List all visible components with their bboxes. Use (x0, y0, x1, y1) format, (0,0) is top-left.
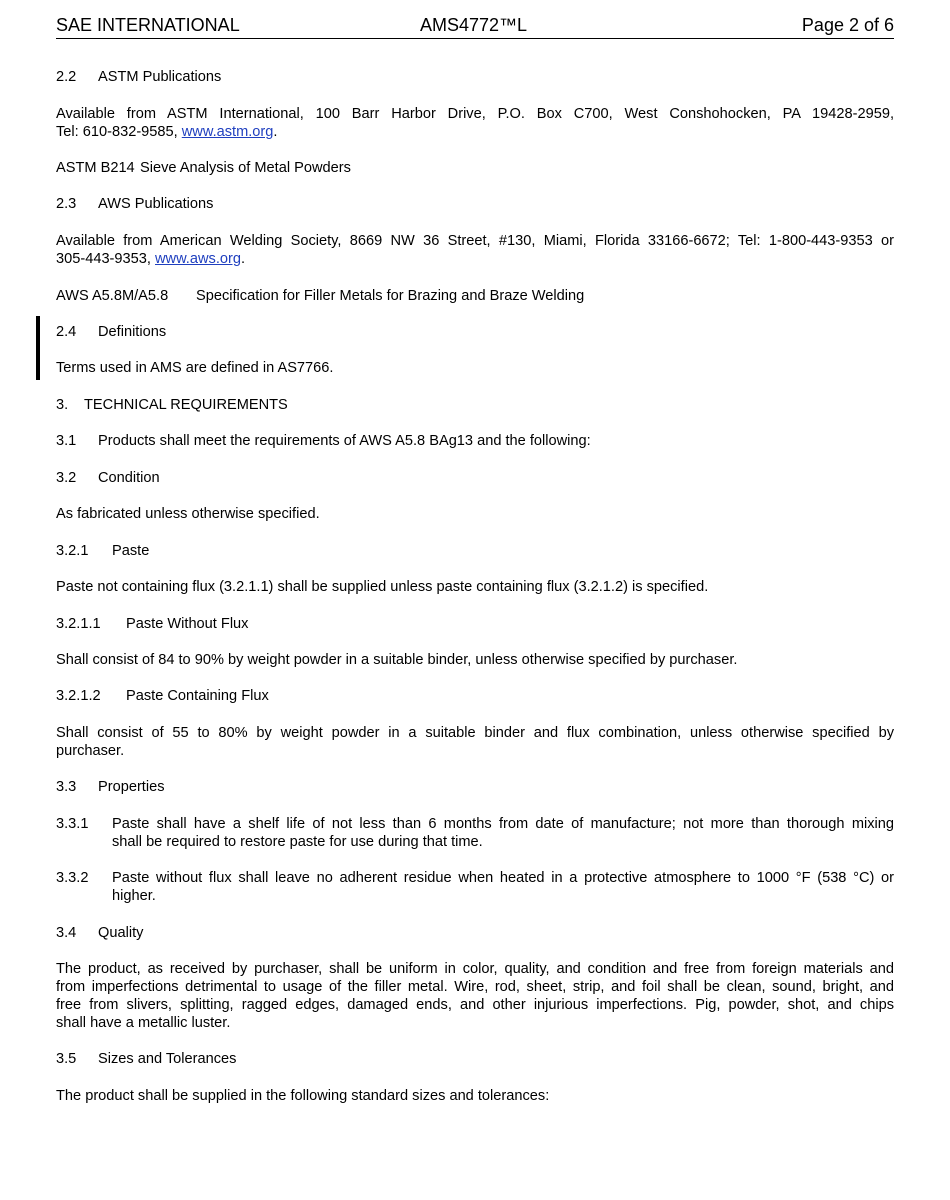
section-2-3-heading (56, 196, 894, 214)
section-title: Sizes and Tolerances (98, 1051, 237, 1067)
section-3-2-1-heading (56, 543, 894, 561)
section-number: 3.3.2 (56, 870, 89, 886)
section-number: 2.2 (56, 69, 77, 85)
period: . (273, 124, 278, 140)
section-number: 3.2.1.2 (56, 688, 101, 704)
section-3-3-2-line-1 (56, 870, 894, 888)
astm-reference (56, 160, 894, 178)
section-number: 2.4 (56, 324, 77, 340)
sizes-text: The product shall be supplied in the following standard sizes and tolerances: (56, 1088, 550, 1104)
section-3-1 (56, 433, 894, 451)
section-3-2-1-1-heading (56, 616, 894, 634)
section-3-3-heading (56, 779, 894, 797)
section-title: Quality (98, 925, 144, 941)
reference-title: Specification for Filler Metals for Brazing and Braze Welding (196, 288, 585, 304)
section-title: Condition (98, 470, 160, 486)
header-page-number: Page 2 of 6 (801, 15, 894, 35)
astm-availability-line-2 (56, 124, 894, 142)
header-document-number: AMS4772™L (420, 15, 528, 35)
section-text: Products shall meet the requirements of AWS A5.8 BAg13 and the following: (98, 433, 591, 449)
section-2-4-heading (56, 324, 894, 342)
section-title: Definitions (98, 324, 167, 340)
aws-availability-line-2 (56, 251, 894, 269)
astm-tel: Tel: 610-832-9585, (56, 124, 182, 140)
section-title: Paste Without Flux (126, 616, 249, 632)
section-3-2-1-2-heading (56, 688, 894, 706)
astm-availability-line-1: Available from ASTM International, 100 Barr Harbor Drive, P.O. Box C700, West Conshohocken, PA 19428-2959, (56, 106, 894, 122)
aws-tel: 305-443-9353, (56, 251, 155, 267)
reference-code: ASTM B214 (56, 160, 135, 176)
section-title: Paste (112, 543, 150, 559)
section-number: 3. (56, 397, 69, 413)
section-2-2-heading (56, 69, 894, 87)
aws-availability-line-1: Available from American Welding Society, 8669 NW 36 Street, #130, Miami, Florida 33166-6672; Tel: 1-800-443-9353 or (56, 233, 894, 249)
revision-bar (36, 316, 40, 380)
paste-containing-flux-line-2: purchaser. (56, 743, 125, 759)
paste-text: Paste not containing flux (3.2.1.1) shall be supplied unless paste containing flux (3.2.1.2) is specified. (56, 579, 709, 595)
document-page (56, 0, 894, 1200)
section-number: 3.3.1 (56, 816, 89, 832)
section-3-3-1-line-2: shall be required to restore paste for use during that time. (112, 834, 483, 850)
section-title: Properties (98, 779, 165, 795)
section-number: 2.3 (56, 196, 77, 212)
section-number: 3.1 (56, 433, 77, 449)
section-3-4-heading (56, 925, 894, 943)
header-organization: SAE INTERNATIONAL (56, 15, 240, 35)
section-3-2-heading (56, 470, 894, 488)
section-number: 3.4 (56, 925, 77, 941)
section-3-3-1-line-1 (56, 816, 894, 834)
section-3-3-2-line-2: higher. (112, 888, 156, 904)
section-3-5-heading (56, 1051, 894, 1069)
reference-code: AWS A5.8M/A5.8 (56, 288, 169, 304)
section-number: 3.3 (56, 779, 77, 795)
paste-without-flux-text: Shall consist of 84 to 90% by weight powder in a suitable binder, unless otherwise specified by purchaser. (56, 652, 738, 668)
section-number: 3.5 (56, 1051, 77, 1067)
section-number: 3.2.1 (56, 543, 89, 559)
definitions-text: Terms used in AMS are defined in AS7766. (56, 360, 334, 376)
reference-title: Sieve Analysis of Metal Powders (140, 160, 351, 176)
quality-line-2: from imperfections detrimental to usage of the filler metal. Wire, rod, sheet, strip, and foil shall be clean, sound, bright, and (56, 979, 894, 995)
quality-line-4: shall have a metallic luster. (56, 1015, 231, 1031)
condition-text: As fabricated unless otherwise specified. (56, 506, 320, 522)
section-text: Paste shall have a shelf life of not less than 6 months from date of manufacture; not more than thorough mixing (112, 816, 894, 832)
period: . (240, 251, 246, 267)
page-header (56, 14, 894, 39)
paste-containing-flux-line-1: Shall consist of 55 to 80% by weight powder in a suitable binder and flux combination, unless otherwise specified by (56, 725, 894, 741)
quality-line-1: The product, as received by purchaser, shall be uniform in color, quality, and condition and free from foreign materials and (56, 961, 894, 977)
section-title: TECHNICAL REQUIREMENTS (84, 397, 288, 413)
quality-line-3: free from slivers, splitting, ragged edges, damaged ends, and other injurious imperfections. Pig, powder, shot, and chips (56, 997, 894, 1013)
section-text: Paste without flux shall leave no adherent residue when heated in a protective atmosphere to 1000 °F (538 °C) or (112, 870, 894, 886)
section-3-heading (56, 397, 894, 415)
section-title: ASTM Publications (98, 69, 222, 85)
section-title: AWS Publications (98, 196, 214, 212)
section-title: Paste Containing Flux (126, 688, 269, 704)
aws-reference (56, 288, 894, 306)
aws-link[interactable]: www.aws.org (155, 251, 241, 267)
section-number: 3.2 (56, 470, 77, 486)
section-number: 3.2.1.1 (56, 616, 101, 632)
astm-link[interactable]: www.astm.org (181, 124, 274, 140)
